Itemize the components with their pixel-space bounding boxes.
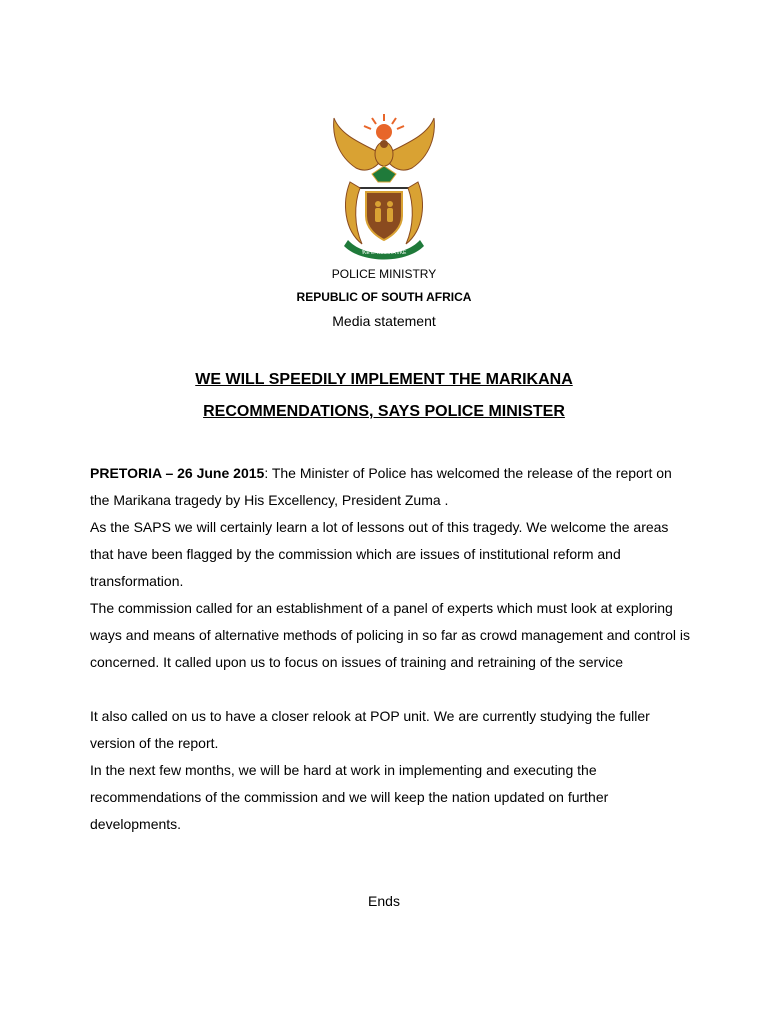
paragraph-1-text: : The Minister of Police has welcomed the release of the report on the Marikana tragedy by His Excellency, President Zuma . [90, 465, 672, 508]
media-statement-label: Media statement [332, 313, 436, 329]
headline-line-2: RECOMMENDATIONS, SAYS POLICE MINISTER [203, 403, 565, 420]
shield-icon [366, 192, 402, 240]
paragraph-5: In the next few months, we will be hard at work in implementing and executing the recommendations of the commission and we will keep the nation updated on further developments. [90, 762, 609, 832]
paragraph-2: As the SAPS we will certainly learn a lot of lessons out of this tragedy. We welcome the areas that have been flagged by the commission which are issues of institutional reform and transformation. [90, 519, 669, 589]
sun-icon [364, 114, 404, 140]
ministry-label: POLICE MINISTRY [331, 267, 437, 281]
statement-body [90, 460, 690, 838]
republic-label: REPUBLIC OF SOUTH AFRICA [296, 290, 472, 304]
right-tusk-icon [406, 182, 422, 244]
coat-of-arms-logo [328, 112, 440, 262]
paragraph-gap [90, 676, 690, 703]
ends-label: Ends [368, 893, 400, 909]
motto-text: !KE E: /XARRA //KE [361, 250, 407, 256]
left-wing-icon [334, 118, 378, 170]
secretary-bird-icon [375, 140, 393, 166]
paragraph-3: The commission called for an establishment of a panel of experts which must look at exploring ways and means of alternative methods of policing in so far as crowd management and control is concerned. It called upon us to focus on issues of training and retraining of the service [90, 600, 690, 670]
protea-icon [372, 166, 396, 182]
right-wing-icon [390, 118, 434, 170]
dateline: PRETORIA – 26 June 2015 [90, 465, 265, 481]
paragraph-1 [90, 460, 690, 514]
paragraph-4: It also called on us to have a closer relook at POP unit. We are currently studying the fuller version of the report. [90, 708, 650, 751]
left-tusk-icon [346, 182, 362, 244]
headline-line-1: WE WILL SPEEDILY IMPLEMENT THE MARIKANA [195, 371, 573, 388]
